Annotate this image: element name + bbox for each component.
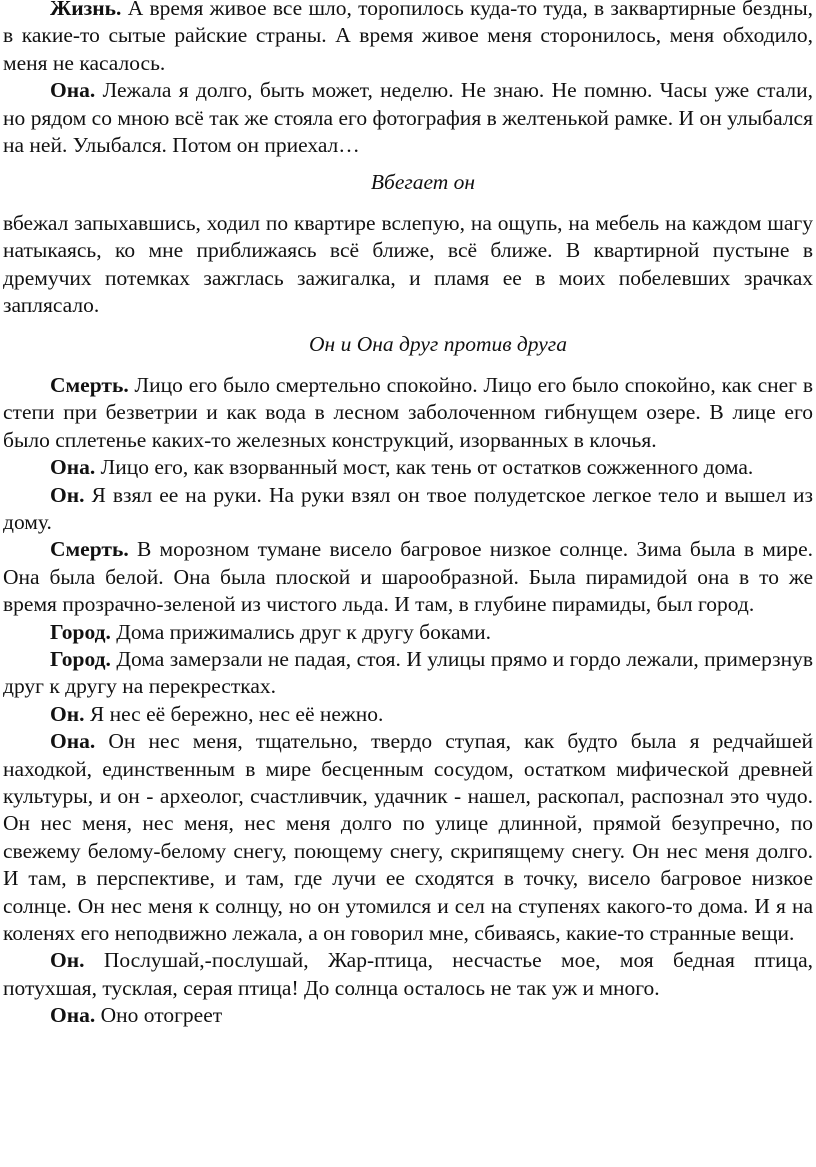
paragraph-text: Лицо его было смертельно спокойно. Лицо его было спокойно, как снег в степи при безветрии и как вода в лесном заболоченном гибнущем озере. В лице его было сплетенье каких-то железных конструкций, изорванных в клочья. bbox=[3, 372, 813, 452]
paragraph-city-1 bbox=[3, 619, 813, 646]
paragraph-text: Дома замерзали не падая, стоя. И улицы прямо и гордо лежали, примерзнув друг к другу на перекрестках. bbox=[3, 646, 813, 699]
paragraph-text: Я нес её бережно, нес её нежно. bbox=[89, 701, 384, 726]
paragraph-she-1 bbox=[3, 77, 813, 159]
paragraph-narration bbox=[3, 210, 813, 320]
paragraph-he-3 bbox=[3, 947, 813, 1002]
paragraph-text: Дома прижимались друг к другу боками. bbox=[116, 619, 492, 644]
paragraph-text: вбежал запыхавшись, ходил по квартире вслепую, на ощупь, на мебель на каждом шагу натыкаясь, ко мне приближаясь всё ближе, всё ближе. В квартирной пустыне в дремучих потемках зажглась зажигалка, и пламя ее в моих побелевших зрачках заплясало. bbox=[3, 210, 813, 318]
paragraph-death-1 bbox=[3, 372, 813, 454]
paragraph-city-2 bbox=[3, 646, 813, 701]
speaker-label: Он. bbox=[50, 948, 85, 973]
paragraph-he-2 bbox=[3, 701, 813, 728]
paragraph-she-2 bbox=[3, 454, 813, 481]
paragraph-life-1 bbox=[3, 0, 813, 77]
paragraph-she-4 bbox=[3, 1002, 813, 1029]
paragraph-text: А время живое все шло, торопилось куда-то туда, в заквартирные бездны, в какие-то сытые райские страны. А время живое меня сторонилось, меня обходило, меня не касалось. bbox=[3, 0, 814, 75]
paragraph-text: Лежала я долго, быть может, неделю. Не знаю. Не помню. Часы уже стали, но рядом со мною всё так же стояла его фотография в желтенькой рамке. И он улыбался на ней. Улыбался. Потом он приехал… bbox=[3, 78, 813, 158]
paragraph-text: Оно отогреет bbox=[100, 1003, 223, 1028]
paragraph-she-3 bbox=[3, 728, 813, 947]
speaker-label: Он. bbox=[50, 482, 85, 507]
paragraph-text: Послушай,-послушай, Жар-птица, несчастье мое, моя бедная птица, потухшая, тусклая, серая птица! До солнца осталось не так уж и много. bbox=[3, 948, 814, 1000]
speaker-label: Город. bbox=[50, 646, 111, 671]
speaker-label: Город. bbox=[50, 619, 111, 644]
stage-direction-face-off: Он и Она друг против друга bbox=[309, 332, 567, 357]
speaker-label: Она. bbox=[50, 455, 96, 480]
paragraph-text: В морозном тумане висело багровое низкое солнце. Зима была в мире. Она была белой. Она была плоской и шарообразной. Была пирамидой она в то же время прозрачно-зеленой из чистого льда. И там, в глубине пирамиды, был город. bbox=[3, 537, 813, 617]
speaker-label: Она. bbox=[50, 78, 96, 103]
speaker-label: Он. bbox=[50, 701, 85, 726]
speaker-label: Смерть. bbox=[50, 537, 129, 562]
paragraph-text: Я взял ее на руки. На руки взял он твое полудетское легкое тело и вышел из дому. bbox=[3, 482, 813, 534]
speaker-label: Смерть. bbox=[50, 372, 129, 397]
paragraph-he-1 bbox=[3, 482, 813, 537]
speaker-label: Она. bbox=[50, 1003, 96, 1028]
paragraph-death-2 bbox=[3, 536, 813, 618]
paragraph-text: Лицо его, как взорванный мост, как тень от остатков сожженного дома. bbox=[100, 455, 754, 480]
speaker-label: Жизнь. bbox=[50, 0, 122, 20]
speaker-label: Она. bbox=[50, 729, 96, 754]
stage-direction-enters: Вбегает он bbox=[370, 170, 476, 195]
paragraph-text: Он нес меня, тщательно, твердо ступая, как будто была я редчайшей находкой, единственным в мире бесценным сосудом, остатком мифической древней культуры, и он - археолог, счастливчик, удачник - нашел, раскопал, распознал это чудо. Он нес меня, нес меня, нес меня долго по улице длинной, прямой безупречно, по свежему белому-белому снегу, поющему снегу, скрипящему снегу. Он нес меня долго. И там, в перспективе, и там, где лучи ее сходятся в точку, висело багровое низкое солнце. Он нес меня к солнцу, но он утомился и сел на ступенях какого-то дома. И я на коленях его неподвижно лежала, а он говорил мне, сбиваясь, какие-то странные вещи. bbox=[3, 729, 814, 945]
